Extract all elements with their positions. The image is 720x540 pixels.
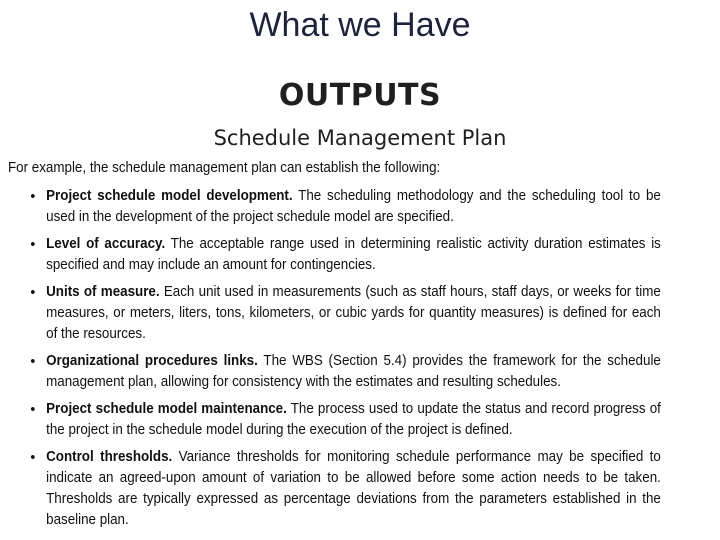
item-text: The scheduling methodology and the scheduling tool to be used in the development of the project schedule model are specified. <box>46 188 661 225</box>
item-term: Organizational procedures links. <box>46 353 258 369</box>
body-content <box>8 158 661 537</box>
slide-title: What we Have <box>249 6 471 44</box>
list-item <box>8 234 661 276</box>
item-term: Project schedule model maintenance. <box>46 401 287 417</box>
item-term: Units of measure. <box>46 284 160 300</box>
item-text: Each unit used in measurements (such as staff hours, staff days, or weeks for time measures, or meters, liters, tons, kilometers, or cubic yards for quantity measures) is defined for each of the resources. <box>46 284 661 342</box>
bullet-icon: • <box>30 188 36 205</box>
bullet-icon: • <box>30 353 36 370</box>
item-text: The process used to update the status and record progress of the project in the schedule model during the execution of the project is defined. <box>46 401 661 438</box>
intro-text: For example, the schedule management plan can establish the following: <box>8 160 441 176</box>
bullet-icon: • <box>30 236 36 253</box>
item-term: Control thresholds. <box>46 449 173 465</box>
item-term: Project schedule model development. <box>46 188 293 204</box>
list-item <box>8 399 661 441</box>
section-heading: OUTPUTS <box>278 78 442 113</box>
bullet-icon: • <box>30 284 36 301</box>
bullet-icon: • <box>30 401 36 418</box>
list-item <box>8 282 661 345</box>
item-term: Level of accuracy. <box>46 236 166 252</box>
bullet-icon: • <box>30 449 36 466</box>
item-text: The acceptable range used in determining realistic activity duration estimates is specified and may include an amount for contingencies. <box>46 236 661 273</box>
list-item <box>8 186 661 228</box>
list-item <box>8 351 661 393</box>
bullet-list <box>8 186 661 531</box>
item-text: Variance thresholds for monitoring schedule performance may be specified to indicate an agreed-upon amount of variation to be allowed before some action needs to be taken. Thresholds are typically expressed as percentage deviations from the parameters established in the baseline plan. <box>46 449 661 528</box>
section-subtitle: Schedule Management Plan <box>213 126 507 150</box>
list-item <box>8 447 661 531</box>
item-text: The WBS (Section 5.4) provides the framework for the schedule management plan, allowing for consistency with the estimates and resulting schedules. <box>46 353 661 390</box>
